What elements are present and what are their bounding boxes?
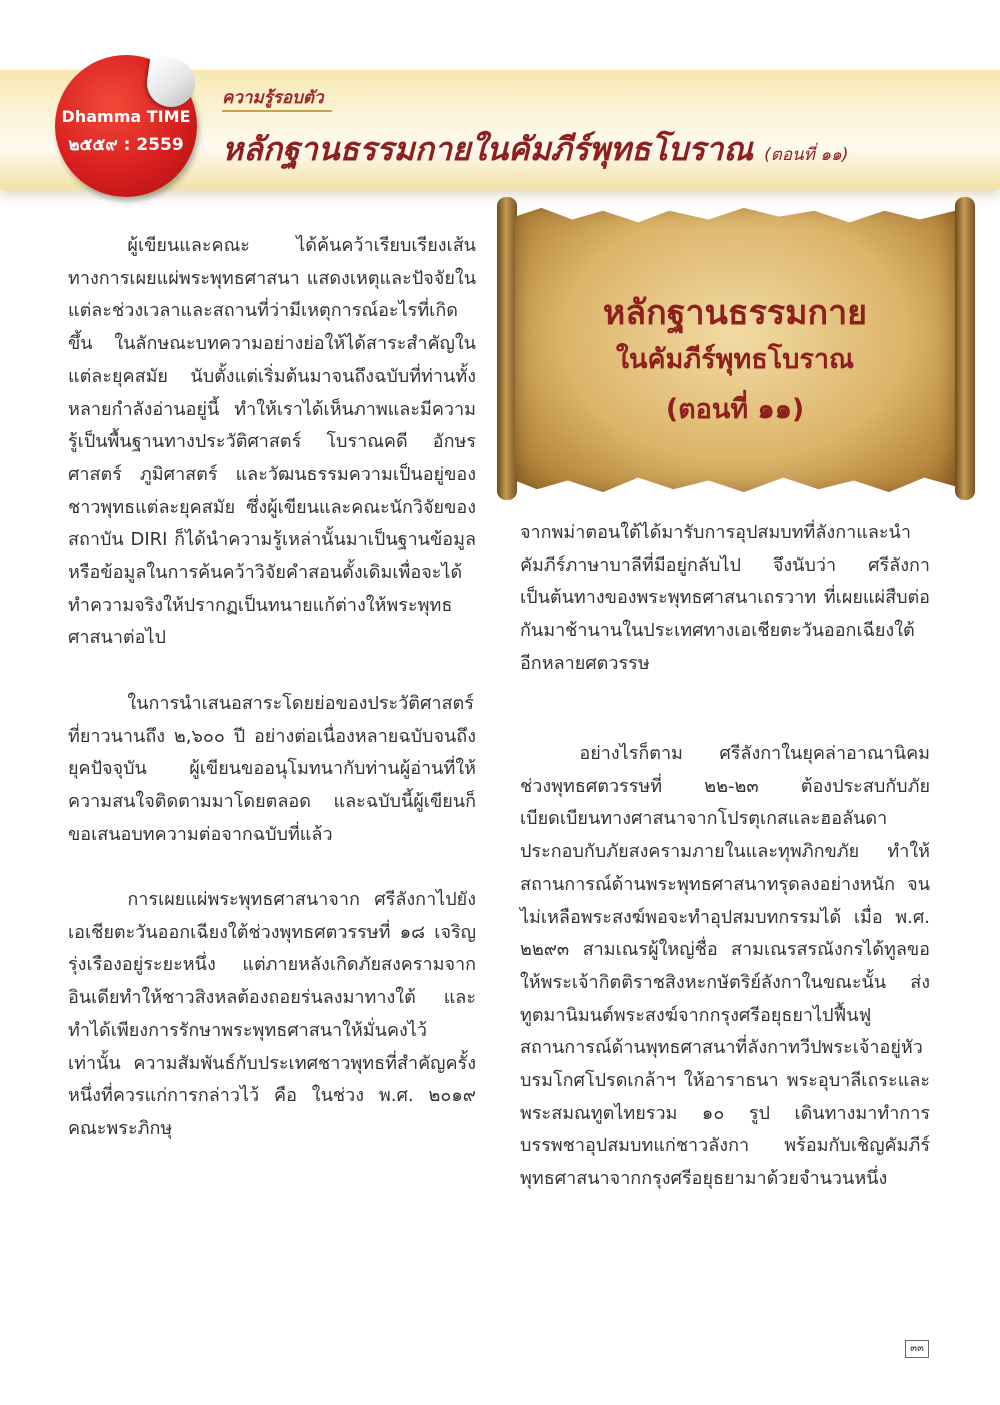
scroll-title-line1: หลักฐานธรรมกาย xyxy=(602,293,868,333)
page-title-suffix: (ตอนที่ ๑๑) xyxy=(764,145,849,165)
scroll-title-line3: (ตอนที่ ๑๑) xyxy=(665,394,805,425)
kicker-underline xyxy=(222,110,332,112)
scroll-rod-left xyxy=(497,197,517,500)
badge-title: Dhamma TIME xyxy=(61,107,191,126)
page-number: ๓๓ xyxy=(905,1340,929,1358)
scroll-rod-right xyxy=(955,197,975,500)
paragraph: อย่างไรก็ตาม ศรีลังกาในยุคล่าอาณานิคมช่วงพุทธศตวรรษที่ ๒๒-๒๓ ต้องประสบกับภัยเบียดเบียนทางศาสนาจากโปรตุเกสและฮอลันดา ประกอบกับภัยสงครามภายในและทุพภิกขภัย ทำให้สถานการณ์ด้านพระพุทธศาสนาทรุดลงอย่างหนัก จนไม่เหลือพระสงฆ์พอจะทำอุปสมบทกรรมได้ เมื่อ พ.ศ. ๒๒๙๓ สามเณรผู้ใหญ่ชื่อ สามเณรสรณังกรได้ทูลขอให้พระเจ้ากิตติราชสิงหะกษัตริย์ลังกาในขณะนั้น ส่งทูตมานิมนต์พระสงฆ์จากกรุงศรีอยุธยาไปฟื้นฟูสถานการณ์ด้านพุทธศาสนาที่ลังกาทวีปพระเจ้าอยู่หัวบรมโกศโปรดเกล้าฯ ให้อาราธนา พระอุบาลีเถระและพระสมณทูตไทยรวม ๑๐ รูป เดินทางมาทำการบรรพชาอุปสมบทแก่ชาวลังกา พร้อมกับเชิญคัมภีร์พุทธศาสนาจากกรุงศรีอยุธยามาด้วยจำนวนหนึ่ง xyxy=(520,743,930,1190)
right-column-bottom xyxy=(520,738,930,1196)
page-curl-icon xyxy=(144,56,198,110)
page-title-text: หลักฐานธรรมกายในคัมภีร์พุทธโบราณ xyxy=(222,130,754,168)
paragraph: การเผยแผ่พระพุทธศาสนาจาก ศรีลังกาไปยังเอเชียตะวันออกเฉียงใต้ช่วงพุทธศตวรรษที่ ๑๘ เจริญรุ่งเรืองอยู่ระยะหนึ่ง แต่ภายหลังเกิดภัยสงครามจากอินเดียทำให้ชาวสิงหลต้องถอยร่นลงมาทางใต้ และทำได้เพียงการรักษาพระพุทธศาสนาให้มั่นคงไว้เท่านั้น ความสัมพันธ์กับประเทศชาวพุทธที่สำคัญครั้งหนึ่งที่ควรแก่การกล่าวไว้ คือ ในช่วง พ.ศ. ๒๐๑๙ คณะพระภิกษุ xyxy=(68,889,476,1139)
section-kicker: ความรู้รอบตัว xyxy=(222,88,324,108)
left-column xyxy=(68,230,476,1146)
scroll-illustration xyxy=(497,197,975,500)
paragraph: ผู้เขียนและคณะ ได้ค้นคว้าเรียบเรียงเส้นทางการเผยแผ่พระพุทธศาสนา แสดงเหตุและปัจจัยในแต่ละช่วงเวลาและสถานที่ว่ามีเหตุการณ์อะไรที่เกิดขึ้น ในลักษณะบทความอย่างย่อให้ได้สาระสำคัญในแต่ละยุคสมัย นับตั้งแต่เริ่มต้นมาจนถึงฉบับที่ท่านทั้งหลายกำลังอ่านอยู่นี้ ทำให้เราได้เห็นภาพและมีความรู้เป็นพื้นฐานทางประวัติศาสตร์ โบราณคดี อักษรศาสตร์ ภูมิศาสตร์ และวัฒนธรรมความเป็นอยู่ของชาวพุทธแต่ละยุคสมัย ซึ่งผู้เขียนและคณะนักวิจัยของสถาบัน DIRI ก็ได้นำความรู้เหล่านั้นมาเป็นฐานข้อมูลหรือข้อมูลในการค้นคว้าวิจัยคำสอนดั้งเดิมเพื่อจะได้ทำความจริงให้ปรากฏเป็นทนายแก้ต่างให้พระพุทธศาสนาต่อไป xyxy=(68,235,476,649)
scroll-title-line2: ในคัมภีร์พุทธโบราณ xyxy=(615,344,855,375)
right-column-top xyxy=(520,517,930,681)
paragraph: ในการนำเสนอสาระโดยย่อของประวัติศาสตร์ที่ยาวนานถึง ๒,๖๐๐ ปี อย่างต่อเนื่องหลายฉบับจนถึงยุคปัจจุบัน ผู้เขียนขออนุโมทนากับท่านผู้อ่านที่ให้ความสนใจติดตามมาโดยตลอด และฉบับนี้ผู้เขียนก็ขอเสนอบทความต่อจากฉบับที่แล้ว xyxy=(68,692,476,845)
paragraph: จากพม่าตอนใต้ได้มารับการอุปสมบทที่ลังกาและนำคัมภีร์ภาษาบาลีที่มีอยู่กลับไป จึงนับว่า ศรีลังกาเป็นต้นทางของพระพุทธศาสนาเถรวาท ที่เผยแผ่สืบต่อกันมาช้านานในประเทศทางเอเชียตะวันออกเฉียงใต้อีกหลายศตวรรษ xyxy=(520,522,930,674)
dhamma-time-badge xyxy=(55,55,197,197)
page-title xyxy=(222,124,848,175)
badge-year: ๒๕๕๙ : 2559 xyxy=(68,135,184,155)
